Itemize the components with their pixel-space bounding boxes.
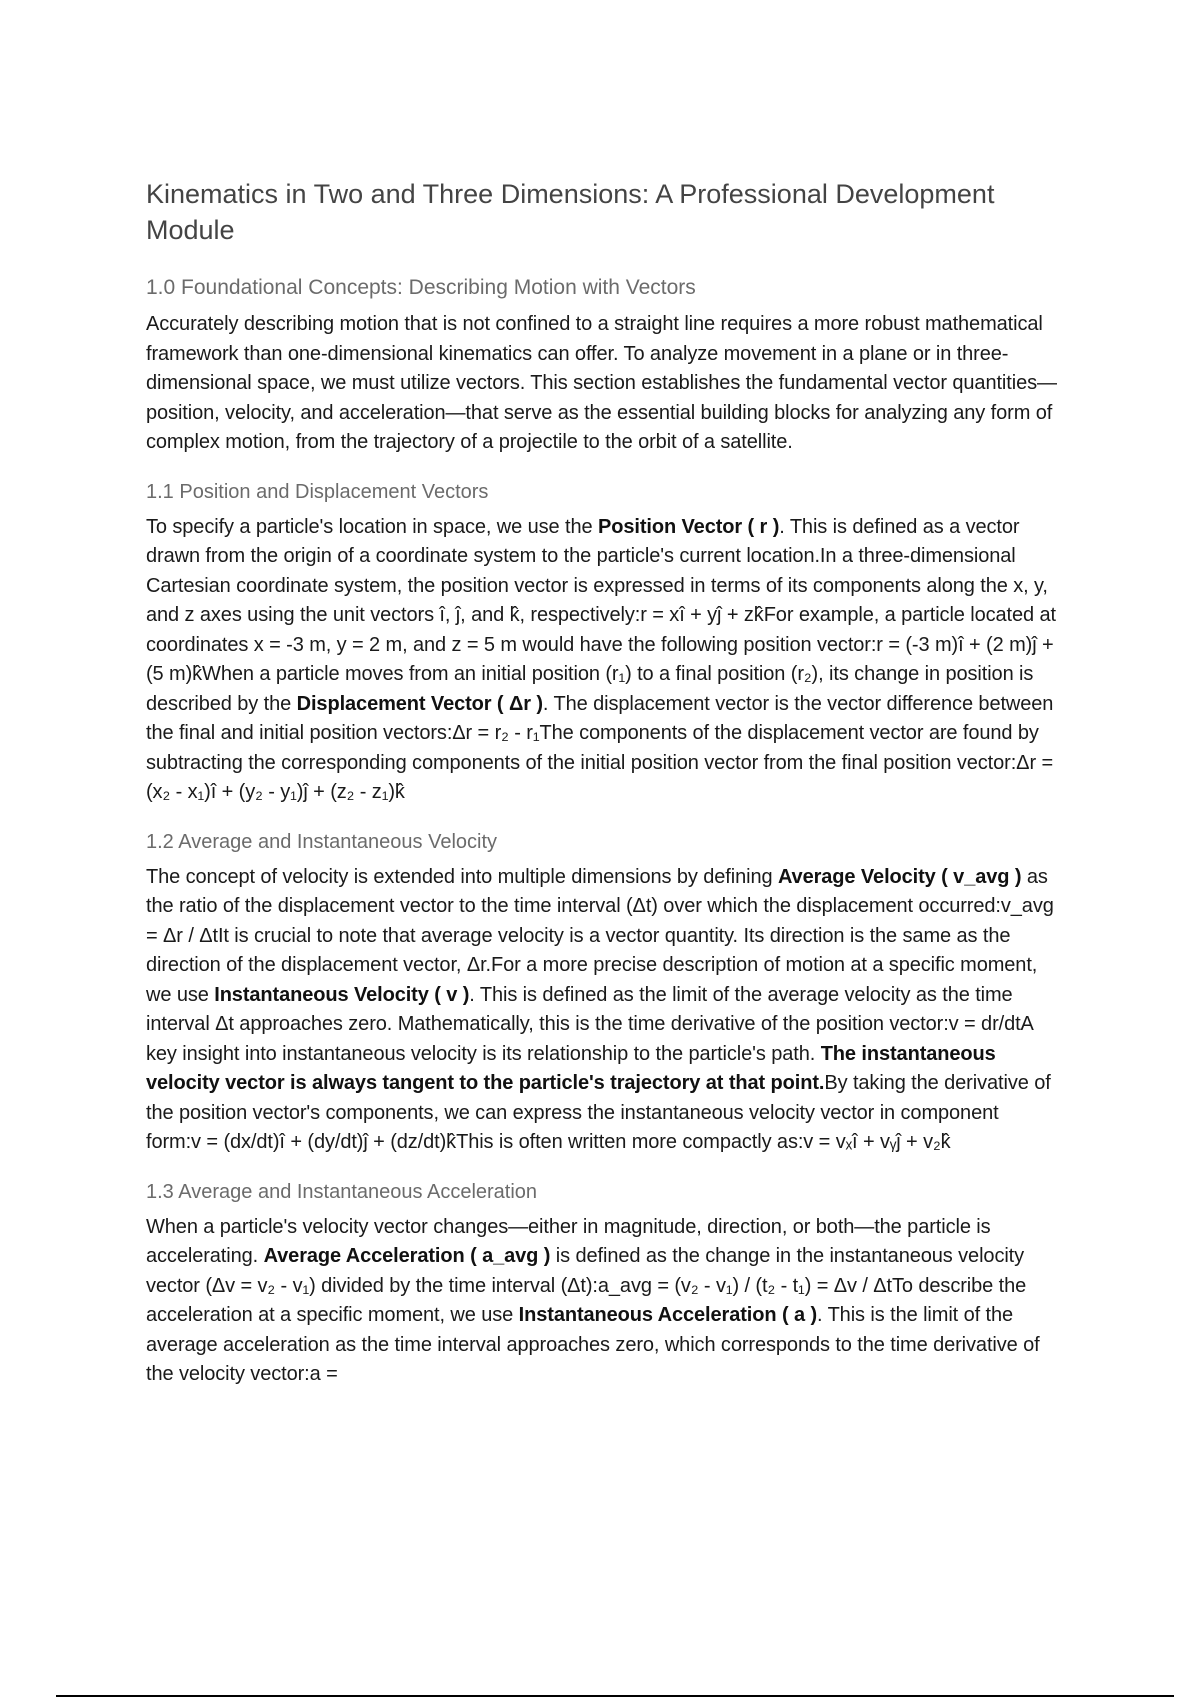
section-heading-1-0: 1.0 Foundational Concepts: Describing Motion with Vectors xyxy=(146,276,696,299)
section-heading-1-1: 1.1 Position and Displacement Vectors xyxy=(146,480,489,503)
text-run: is defined as the change in the instantaneous velocity vector (Δv = v₂ - v₁) divided by the time interval (Δt):a_avg = (v₂ - v₁) / (t₂ - t₁) = Δv / ΔtTo describe the acceleration at a specific moment, we use xyxy=(146,1245,1027,1326)
term-instantaneous-velocity: Instantaneous Velocity ( v ) xyxy=(214,983,470,1006)
position-displacement-paragraph xyxy=(146,513,1058,808)
section-intro-paragraph: Accurately describing motion that is not confined to a straight line requires a more robust mathematical framework than one-dimensional kinematics can offer. To analyze movement in a plane or in three-dimensional space, we must utilize vectors. This section establishes the fundamental vector quantities—position, velocity, and acceleration—that serve as the essential building blocks for analyzing any form of complex motion, from the trajectory of a projectile to the orbit of a satellite. xyxy=(146,313,1057,453)
text-run: . The displacement vector is the vector difference between the final and initial position vectors:Δr = r₂ - r₁The components of the displacement vector are found by subtracting the corresponding components of the initial position vector from the final position vector:Δr = (x₂ - x₁)î + (y₂ - y₁)ĵ + (z₂ - z₁)k̂ xyxy=(146,692,1054,803)
text-run: . This is the limit of the average acceleration as the time interval approaches zero, which corresponds to the time derivative of the velocity vector:a = xyxy=(146,1304,1040,1385)
text-run: When a particle's velocity vector changes—either in magnitude, direction, or both—the particle is accelerating. xyxy=(146,1215,991,1267)
term-average-velocity: Average Velocity ( v_avg ) xyxy=(777,865,1022,888)
text-run: . This is defined as the limit of the average velocity as the time interval Δt approaches zero. Mathematically, this is the time derivative of the position vector:v = dr/dtA key insight into instantaneous velocity is its relationship to the particle's path. xyxy=(146,983,1033,1065)
term-position-vector: Position Vector ( r ) xyxy=(598,515,780,538)
velocity-paragraph xyxy=(146,863,1058,1158)
text-run: . This is defined as a vector drawn from the origin of a coordinate system to the particle's current location.In a three-dimensional Cartesian coordinate system, the position vector is expressed in terms of its components along the x, y, and z axes using the unit vectors î, ĵ, and k̂, respectively:r = xî + yĵ + zk̂For example, a particle located at coordinates x = -3 m, y = 2 m, and z = 5 m would have the following position vector:r = (-3 m)î + (2 m)ĵ + (5 m)k̂When a particle moves from an initial position (r₁) to a final position (r₂), its change in position is described by the xyxy=(146,515,1056,715)
document-title: Kinematics in Two and Three Dimensions: A Professional Development Module xyxy=(146,179,995,245)
text-run: By taking the derivative of the position vector's components, we can express the instantaneous velocity vector in component form:v = (dx/dt)î + (dy/dt)ĵ + (dz/dt)k̂This is often written more compactly as:v = vₓî + vᵧĵ + v₂k̂ xyxy=(146,1072,1051,1153)
term-instantaneous-acceleration: Instantaneous Acceleration ( a ) xyxy=(518,1304,818,1326)
text-run: The concept of velocity is extended into multiple dimensions by defining xyxy=(146,865,778,888)
term-average-acceleration: Average Acceleration ( a_avg ) xyxy=(263,1245,551,1267)
document-page xyxy=(146,176,1058,1410)
section-heading-1-2: 1.2 Average and Instantaneous Velocity xyxy=(146,830,498,853)
key-insight-tangent: The instantaneous velocity vector is always tangent to the particle's trajectory at that point. xyxy=(146,1042,996,1094)
term-displacement-vector: Displacement Vector ( Δr ) xyxy=(296,692,543,715)
text-run: To specify a particle's location in space, we use the xyxy=(146,515,598,538)
text-run: as the ratio of the displacement vector to the time interval (Δt) over which the displacement occurred:v_avg = Δr / ΔtIt is crucial to note that average velocity is a vector quantity. Its direction is the same as the direction of the displacement vector, Δr.For a more precise description of motion at a specific moment, we use xyxy=(146,865,1054,1006)
page-bottom-rule xyxy=(56,1695,1174,1697)
acceleration-paragraph xyxy=(146,1213,1058,1390)
section-heading-1-3: 1.3 Average and Instantaneous Acceleration xyxy=(146,1180,538,1203)
